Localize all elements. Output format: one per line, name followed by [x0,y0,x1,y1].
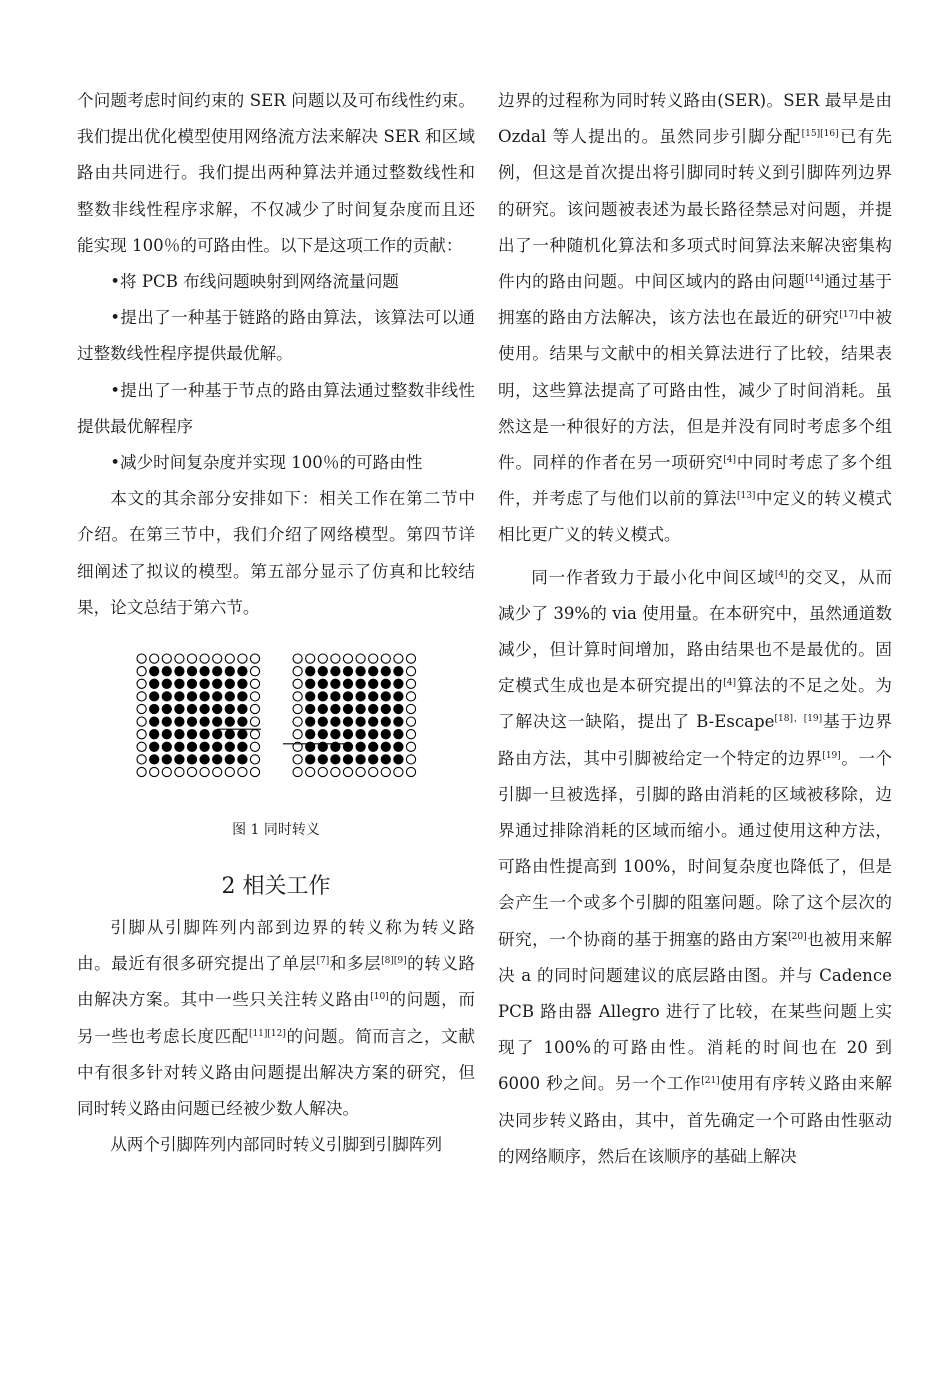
text-span: 的交叉，从而减少了 39%的 via 使用量。在本研究中，虽然通道数减少，但计算时间增加，路由结果也不是最优的。固定模式生成也是本研究提出的 [498,567,893,696]
boundary-pin [225,767,234,776]
text-span: 中被使用。结果与文献中的相关算法进行了比较，结果表明，这些算法提高了可路由性，减少了时间消耗。虽然这是一种很好的方法，但是并没有同时考虑多个组件。同样的作者在另一项研究 [498,308,893,473]
text-span: 的转义路由解决方案。其中一些只关注转义路由 [77,954,476,1010]
inner-pin [213,704,222,713]
inner-pin [238,730,247,739]
citation: [17] [839,310,858,321]
text-span: 通过基于拥塞的路由方法解决，该方法也在最近的研究 [498,272,893,328]
boundary-pin [406,767,415,776]
inner-pin [356,717,365,726]
inner-pin [213,679,222,688]
boundary-pin [306,767,315,776]
boundary-pin [150,654,159,663]
boundary-pin [250,704,259,713]
boundary-pin [238,767,247,776]
inner-pin [331,679,340,688]
boundary-pin [343,654,352,663]
inner-pin [394,717,403,726]
inner-pin [150,704,159,713]
boundary-pin [381,654,390,663]
inner-pin [306,730,315,739]
inner-pin [356,679,365,688]
boundary-pin [394,767,403,776]
inner-pin [213,742,222,751]
citation: [4] [723,678,737,689]
inner-pin [200,755,209,764]
inner-pin [369,755,378,764]
text-span: 同一作者致力于最小化中间区域 [531,567,775,587]
inner-pin [331,667,340,676]
citation: [8][9] [381,956,407,967]
inner-pin [200,667,209,676]
boundary-pin [406,730,415,739]
inner-pin [356,755,365,764]
pin-array-figure [131,648,421,798]
boundary-pin [343,767,352,776]
inner-pin [175,717,184,726]
inner-pin [306,692,315,701]
boundary-pin [137,717,146,726]
inner-pin [175,704,184,713]
inner-pin [238,679,247,688]
inner-pin [150,742,159,751]
boundary-pin [187,654,196,663]
boundary-pin [406,667,415,676]
inner-pin [306,755,315,764]
inner-pin [306,667,315,676]
inner-pin [331,692,340,701]
inner-pin [369,742,378,751]
boundary-pin [293,679,302,688]
inner-pin [162,742,171,751]
inner-pin [238,667,247,676]
left-pin-array [137,654,260,777]
inner-pin [381,667,390,676]
inner-pin [187,717,196,726]
inner-pin [381,742,390,751]
boundary-pin [318,654,327,663]
left-column [77,83,475,1163]
section-heading: 2 相关工作 [221,874,331,900]
inner-pin [381,704,390,713]
boundary-pin [356,767,365,776]
boundary-pin [200,654,209,663]
inner-pin [369,730,378,739]
boundary-pin [293,767,302,776]
text-span: 基于边界路由方法，其中引脚被给定一个特定的边界 [498,712,892,768]
inner-pin [175,679,184,688]
citation: [18]，[19] [774,714,823,725]
inner-pin [175,692,184,701]
boundary-pin [225,654,234,663]
inner-pin [150,679,159,688]
inner-pin [187,667,196,676]
boundary-pin [137,755,146,764]
boundary-pin [318,767,327,776]
boundary-pin [213,767,222,776]
boundary-pin [250,742,259,751]
boundary-pin [406,742,415,751]
text-span: 的问题。简而言之，文献中有很多针对转义路由问题提出解决方案的研究，但同时转义路由问题已经被少数人解决。 [77,1026,476,1119]
citation: [20] [788,931,807,942]
figure-1 [77,648,475,840]
inner-pin [200,692,209,701]
inner-pin [213,667,222,676]
boundary-pin [331,767,340,776]
contribution-bullet-3: •提出了一种基于节点的路由算法通过整数非线性提供最优解程序 [77,380,475,436]
inner-pin [187,730,196,739]
inner-pin [306,679,315,688]
boundary-pin [250,679,259,688]
inner-pin [369,704,378,713]
inner-pin [306,704,315,713]
inner-pin [343,679,352,688]
inner-pin [225,755,234,764]
citation: [10] [370,992,389,1003]
inner-pin [318,730,327,739]
inner-pin [306,717,315,726]
text-span: 使用有序转义路由来解决同步转义路由，其中，首先确定一个可路由性驱动的网络顺序，然后在该顺序的基础上解决 [498,1074,892,1166]
inner-pin [331,755,340,764]
inner-pin [394,755,403,764]
inner-pin [238,704,247,713]
inner-pin [150,667,159,676]
inner-pin [356,667,365,676]
inner-pin [369,679,378,688]
boundary-pin [356,654,365,663]
inner-pin [238,755,247,764]
inner-pin [343,717,352,726]
citation: [21] [701,1076,720,1087]
inner-pin [200,742,209,751]
inner-pin [356,704,365,713]
inner-pin [187,679,196,688]
inner-pin [381,730,390,739]
inner-pin [238,717,247,726]
inner-pin [394,667,403,676]
inner-pin [200,730,209,739]
inner-pin [318,692,327,701]
boundary-pin [369,654,378,663]
boundary-pin [137,654,146,663]
text-span: 和多层 [329,954,382,974]
inner-pin [162,717,171,726]
boundary-pin [137,704,146,713]
boundary-pin [250,692,259,701]
inner-pin [162,755,171,764]
boundary-pin [293,755,302,764]
boundary-pin [137,667,146,676]
inner-pin [394,730,403,739]
boundary-pin [293,704,302,713]
boundary-pin [293,692,302,701]
boundary-pin [250,730,259,739]
inner-pin [175,667,184,676]
boundary-pin [394,654,403,663]
inner-pin [225,692,234,701]
inner-pin [369,717,378,726]
inner-pin [356,730,365,739]
inner-pin [187,704,196,713]
inner-pin [162,679,171,688]
inner-pin [150,692,159,701]
inner-pin [318,667,327,676]
inner-pin [331,717,340,726]
boundary-pin [238,654,247,663]
section2-paragraph-2: 从两个引脚阵列内部同时转义引脚到引脚阵列 [110,1135,443,1155]
section2-paragraph-1 [77,910,475,1127]
inner-pin [381,755,390,764]
boundary-pin [137,767,146,776]
contribution-bullet-2: •提出了一种基于链路的路由算法，该算法可以通过整数线性程序提供最优解。 [77,308,475,364]
inner-pin [343,692,352,701]
inner-pin [225,667,234,676]
text-span: 中同时考虑了多个组件，并考虑了与他们以前的算法 [498,453,893,509]
inner-pin [225,742,234,751]
inner-pin [187,755,196,764]
inner-pin [343,755,352,764]
right-column [498,83,892,1175]
boundary-pin [200,767,209,776]
inner-pin [187,692,196,701]
inner-pin [394,692,403,701]
inner-pin [200,717,209,726]
boundary-pin [293,730,302,739]
text-span: 中定义的转义模式相比更广义的转义模式。 [498,489,893,545]
inner-pin [162,667,171,676]
boundary-pin [293,654,302,663]
inner-pin [343,704,352,713]
inner-pin [150,730,159,739]
boundary-pin [187,767,196,776]
inner-pin [331,704,340,713]
inner-pin [318,755,327,764]
citation: [19] [822,750,841,761]
inner-pin [318,679,327,688]
inner-pin [394,704,403,713]
inner-pin [331,730,340,739]
boundary-pin [406,654,415,663]
boundary-pin [137,742,146,751]
boundary-pin [369,767,378,776]
inner-pin [318,717,327,726]
boundary-pin [381,767,390,776]
boundary-pin [293,667,302,676]
inner-pin [225,730,234,739]
text-span: 引脚从引脚阵列内部到边界的转义称为转义路由。最近有很多研究提出了单层 [77,918,475,974]
boundary-pin [306,654,315,663]
boundary-pin [406,692,415,701]
citation: [15][16] [801,129,839,140]
inner-pin [225,704,234,713]
boundary-pin [406,679,415,688]
inner-pin [150,717,159,726]
inner-pin [356,742,365,751]
citation: [13] [736,491,756,502]
boundary-pin [250,767,259,776]
inner-pin [381,717,390,726]
inner-pin [238,742,247,751]
outline-paragraph: 本文的其余部分安排如下：相关工作在第二节中介绍。在第三节中，我们介绍了网络模型。第四节详细阐述了拟议的模型。第五部分显示了仿真和比较结果，论文总结于第六节。 [77,489,475,617]
boundary-pin [150,767,159,776]
contribution-bullet-1: •将 PCB 布线问题映射到网络流量问题 [110,272,399,292]
text-span: 的问题，而另一些也考虑长度匹配 [77,990,476,1046]
inner-pin [238,692,247,701]
figure-caption: 图 1 同时转义 [232,822,320,839]
inner-pin [175,742,184,751]
text-span: 已有先例，但这是首次提出将引脚同时转义到引脚阵列边界的研究。该问题被表述为最长路径禁忌对问题，并提出了一种随机化算法和多项式时间算法来解决密集构件内的路由问题。中间区域内的路由问题 [498,127,892,292]
inner-pin [200,679,209,688]
inner-pin [213,717,222,726]
citation: [4] [723,455,737,466]
inner-pin [225,679,234,688]
inner-pin [162,704,171,713]
inner-pin [200,704,209,713]
citation: [4] [774,569,788,580]
inner-pin [175,755,184,764]
inner-pin [356,692,365,701]
right-paragraph-2 [498,560,892,1175]
inner-pin [343,730,352,739]
boundary-pin [331,654,340,663]
inner-pin [318,704,327,713]
inner-pin [394,679,403,688]
boundary-pin [162,767,171,776]
citation: [11][12] [248,1028,286,1039]
inner-pin [381,692,390,701]
contribution-bullet-4: •减少时间复杂度并实现 100％的可路由性 [110,453,423,473]
boundary-pin [213,654,222,663]
inner-pin [175,730,184,739]
text-span: 。一个引脚一旦被选择，引脚的路由消耗的区域被移除，边界通过排除消耗的区域而缩小。通过使用这种方法，可路由性提高到 100%，时间复杂度也降低了，但是会产生一个或多个引脚的阻塞问题。除了这个层次的研究，一个协商的基于拥塞的路由方案 [498,748,893,949]
text-span: 算法的不足之处。为了解决这一缺陷，提出了 B-Escape [498,676,893,732]
inner-pin [162,692,171,701]
boundary-pin [250,654,259,663]
text-span: 也被用来解决 a 的同时问题建议的底层路由图。并与 Cadence PCB 路由器 Allegro 进行了比较，在某些问题上实现了 100%的可路由性。消耗的时间也在 20 到 6000 秒之间。另一个工作 [498,929,893,1094]
inner-pin [369,692,378,701]
citation: [14] [805,274,824,285]
citation: [7] [316,956,330,967]
inner-pin [187,742,196,751]
boundary-pin [406,704,415,713]
boundary-pin [175,654,184,663]
right-pin-array [293,654,416,777]
boundary-pin [137,692,146,701]
inner-pin [225,717,234,726]
boundary-pin [137,679,146,688]
boundary-pin [137,730,146,739]
boundary-pin [406,717,415,726]
boundary-pin [406,755,415,764]
inner-pin [213,755,222,764]
inner-pin [213,730,222,739]
right-paragraph-1 [498,83,892,554]
boundary-pin [250,667,259,676]
inner-pin [394,742,403,751]
inner-pin [369,667,378,676]
boundary-pin [162,654,171,663]
boundary-pin [175,767,184,776]
inner-pin [162,730,171,739]
inner-pin [213,692,222,701]
intro-continuation-paragraph: 个问题考虑时间约束的 SER 问题以及可布线性约束。我们提出优化模型使用网络流方法来解决 SER 和区域路由共同进行。我们提出两种算法并通过整数线性和整数非线性程序求解，不仅减少了时间复杂度而且还能实现 100％的可路由性。以下是这项工作的贡献： [77,91,475,255]
boundary-pin [250,755,259,764]
boundary-pin [250,717,259,726]
text-span: 边界的过程称为同时转义路由(SER)。SER 最早是由 Ozdal 等人提出的。虽然同步引脚分配 [498,91,892,147]
inner-pin [381,679,390,688]
boundary-pin [293,717,302,726]
inner-pin [343,667,352,676]
inner-pin [150,755,159,764]
